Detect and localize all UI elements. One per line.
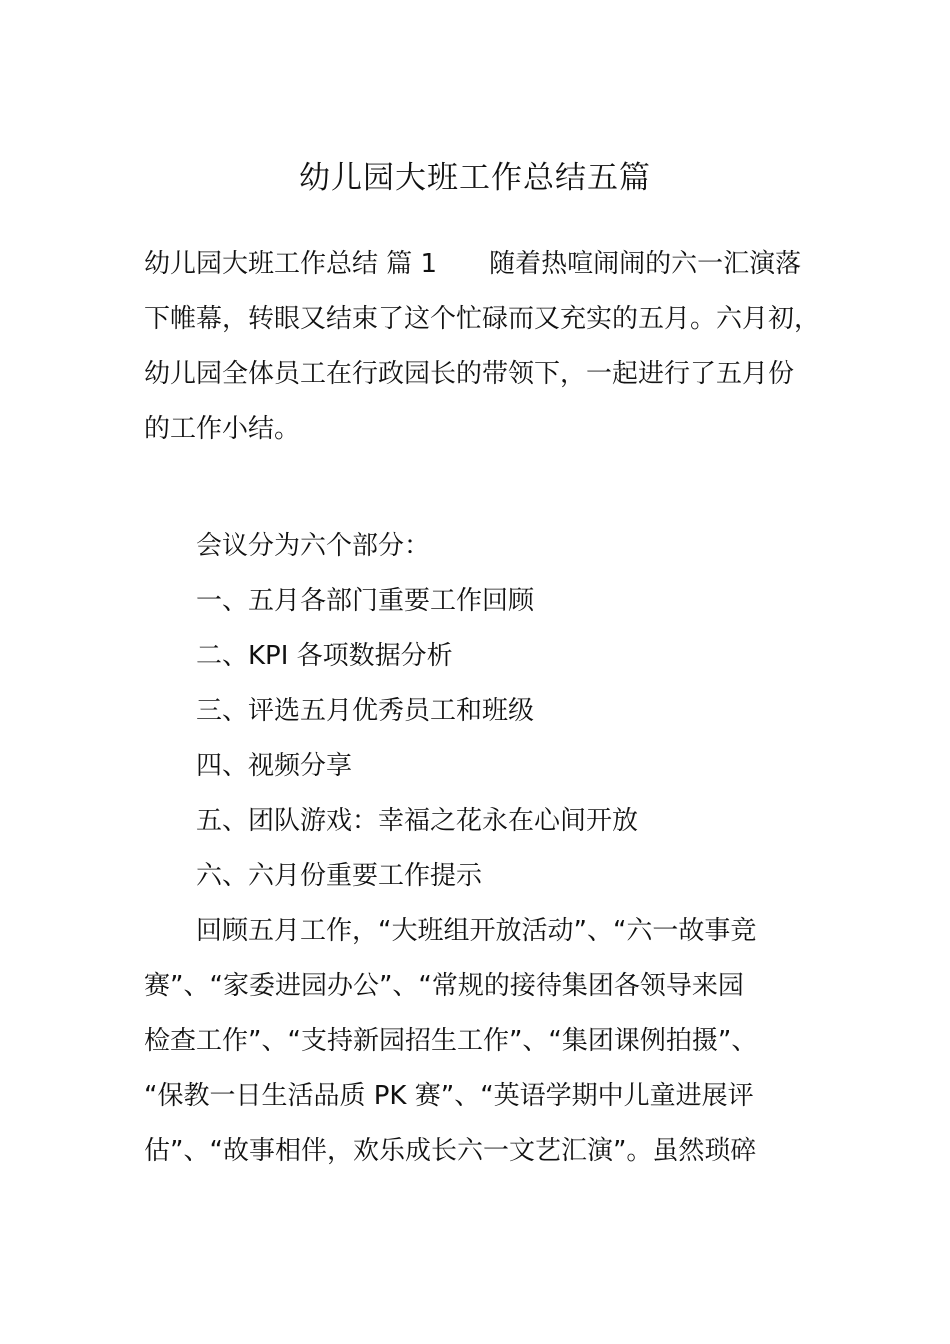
document-title: 幼儿园大班工作总结五篇	[299, 160, 651, 196]
agenda-item: 二、KPI 各项数据分析	[196, 641, 453, 671]
agenda-item: 六、六月份重要工作提示	[196, 861, 483, 891]
meeting-intro: 会议分为六个部分：	[196, 531, 431, 561]
paragraph-line: “保教一日生活品质 PK 赛”、“英语学期中儿童进展评	[144, 1081, 754, 1111]
agenda-item: 四、视频分享	[196, 751, 353, 781]
paragraph-line: 估”、“故事相伴，欢乐成长六一文艺汇演”。虽然琐碎	[144, 1136, 757, 1166]
paragraph-line: 下帷幕，转眼又结束了这个忙碌而又充实的五月。六月初，	[144, 304, 821, 334]
agenda-item: 五、团队游戏：幸福之花永在心间开放	[196, 806, 639, 836]
paragraph-line: 的工作小结。	[144, 414, 301, 444]
agenda-item: 一、五月各部门重要工作回顾	[196, 586, 535, 616]
paragraph-line: 检查工作”、“支持新园招生工作”、“集团课例拍摄”、	[144, 1026, 758, 1056]
agenda-item: 三、评选五月优秀员工和班级	[196, 696, 535, 726]
paragraph-text: 随着热喧闹闹的六一汇演落	[489, 249, 802, 279]
paragraph-line: 回顾五月工作，“大班组开放活动”、“六一故事竞	[196, 916, 757, 946]
paragraph-line: 赛”、“家委进园办公”、“常规的接待集团各领导来园	[144, 971, 744, 1001]
section-heading: 幼儿园大班工作总结 篇 1	[144, 249, 438, 279]
paragraph-line: 幼儿园全体员工在行政园长的带领下，一起进行了五月份	[144, 359, 795, 389]
paragraph-line	[144, 244, 801, 284]
